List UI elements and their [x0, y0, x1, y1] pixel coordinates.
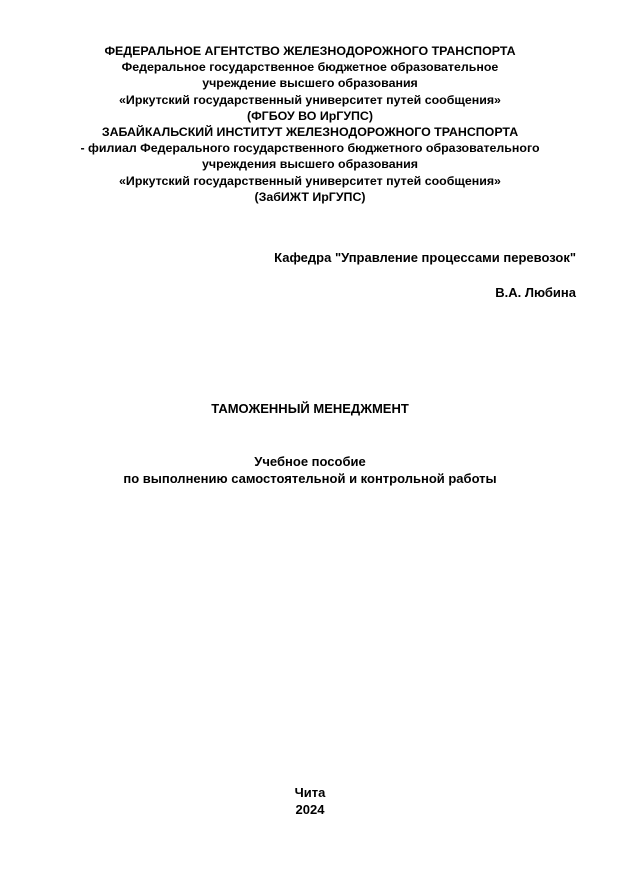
institution-header	[40, 43, 580, 205]
publication-city: Чита	[294, 785, 326, 800]
header-line: (ЗабИЖТ ИрГУПС)	[254, 189, 366, 204]
header-line: учреждение высшего образования	[202, 76, 418, 91]
author-name: В.А. Любина	[495, 285, 576, 300]
document-title: ТАМОЖЕННЫЙ МЕНЕДЖМЕНТ	[211, 401, 409, 416]
department-name: Кафедра "Управление процессами перевозок"	[274, 250, 576, 265]
header-line: ФЕДЕРАЛЬНОЕ АГЕНТСТВО ЖЕЛЕЗНОДОРОЖНОГО ТРАНСПОРТА	[104, 44, 516, 58]
subtitle-line: по выполнению самостоятельной и контрольной работы	[123, 471, 497, 486]
document-subtitle	[0, 453, 620, 487]
header-line: ЗАБАЙКАЛЬСКИЙ ИНСТИТУТ ЖЕЛЕЗНОДОРОЖНОГО ТРАНСПОРТА	[101, 125, 519, 140]
header-line: (ФГБОУ ВО ИрГУПС)	[246, 108, 374, 123]
publication-year: 2024	[295, 802, 325, 817]
subtitle-line: Учебное пособие	[254, 454, 366, 469]
header-line: учреждения высшего образования	[202, 157, 418, 172]
header-line: - филиал Федерального государственного бюджетного образовательного	[80, 141, 540, 156]
header-line: Федеральное государственное бюджетное образовательное	[121, 60, 499, 75]
header-line: «Иркутский государственный университет путей сообщения»	[119, 173, 501, 188]
header-line: «Иркутский государственный университет путей сообщения»	[119, 92, 501, 107]
publication-info	[0, 784, 620, 818]
